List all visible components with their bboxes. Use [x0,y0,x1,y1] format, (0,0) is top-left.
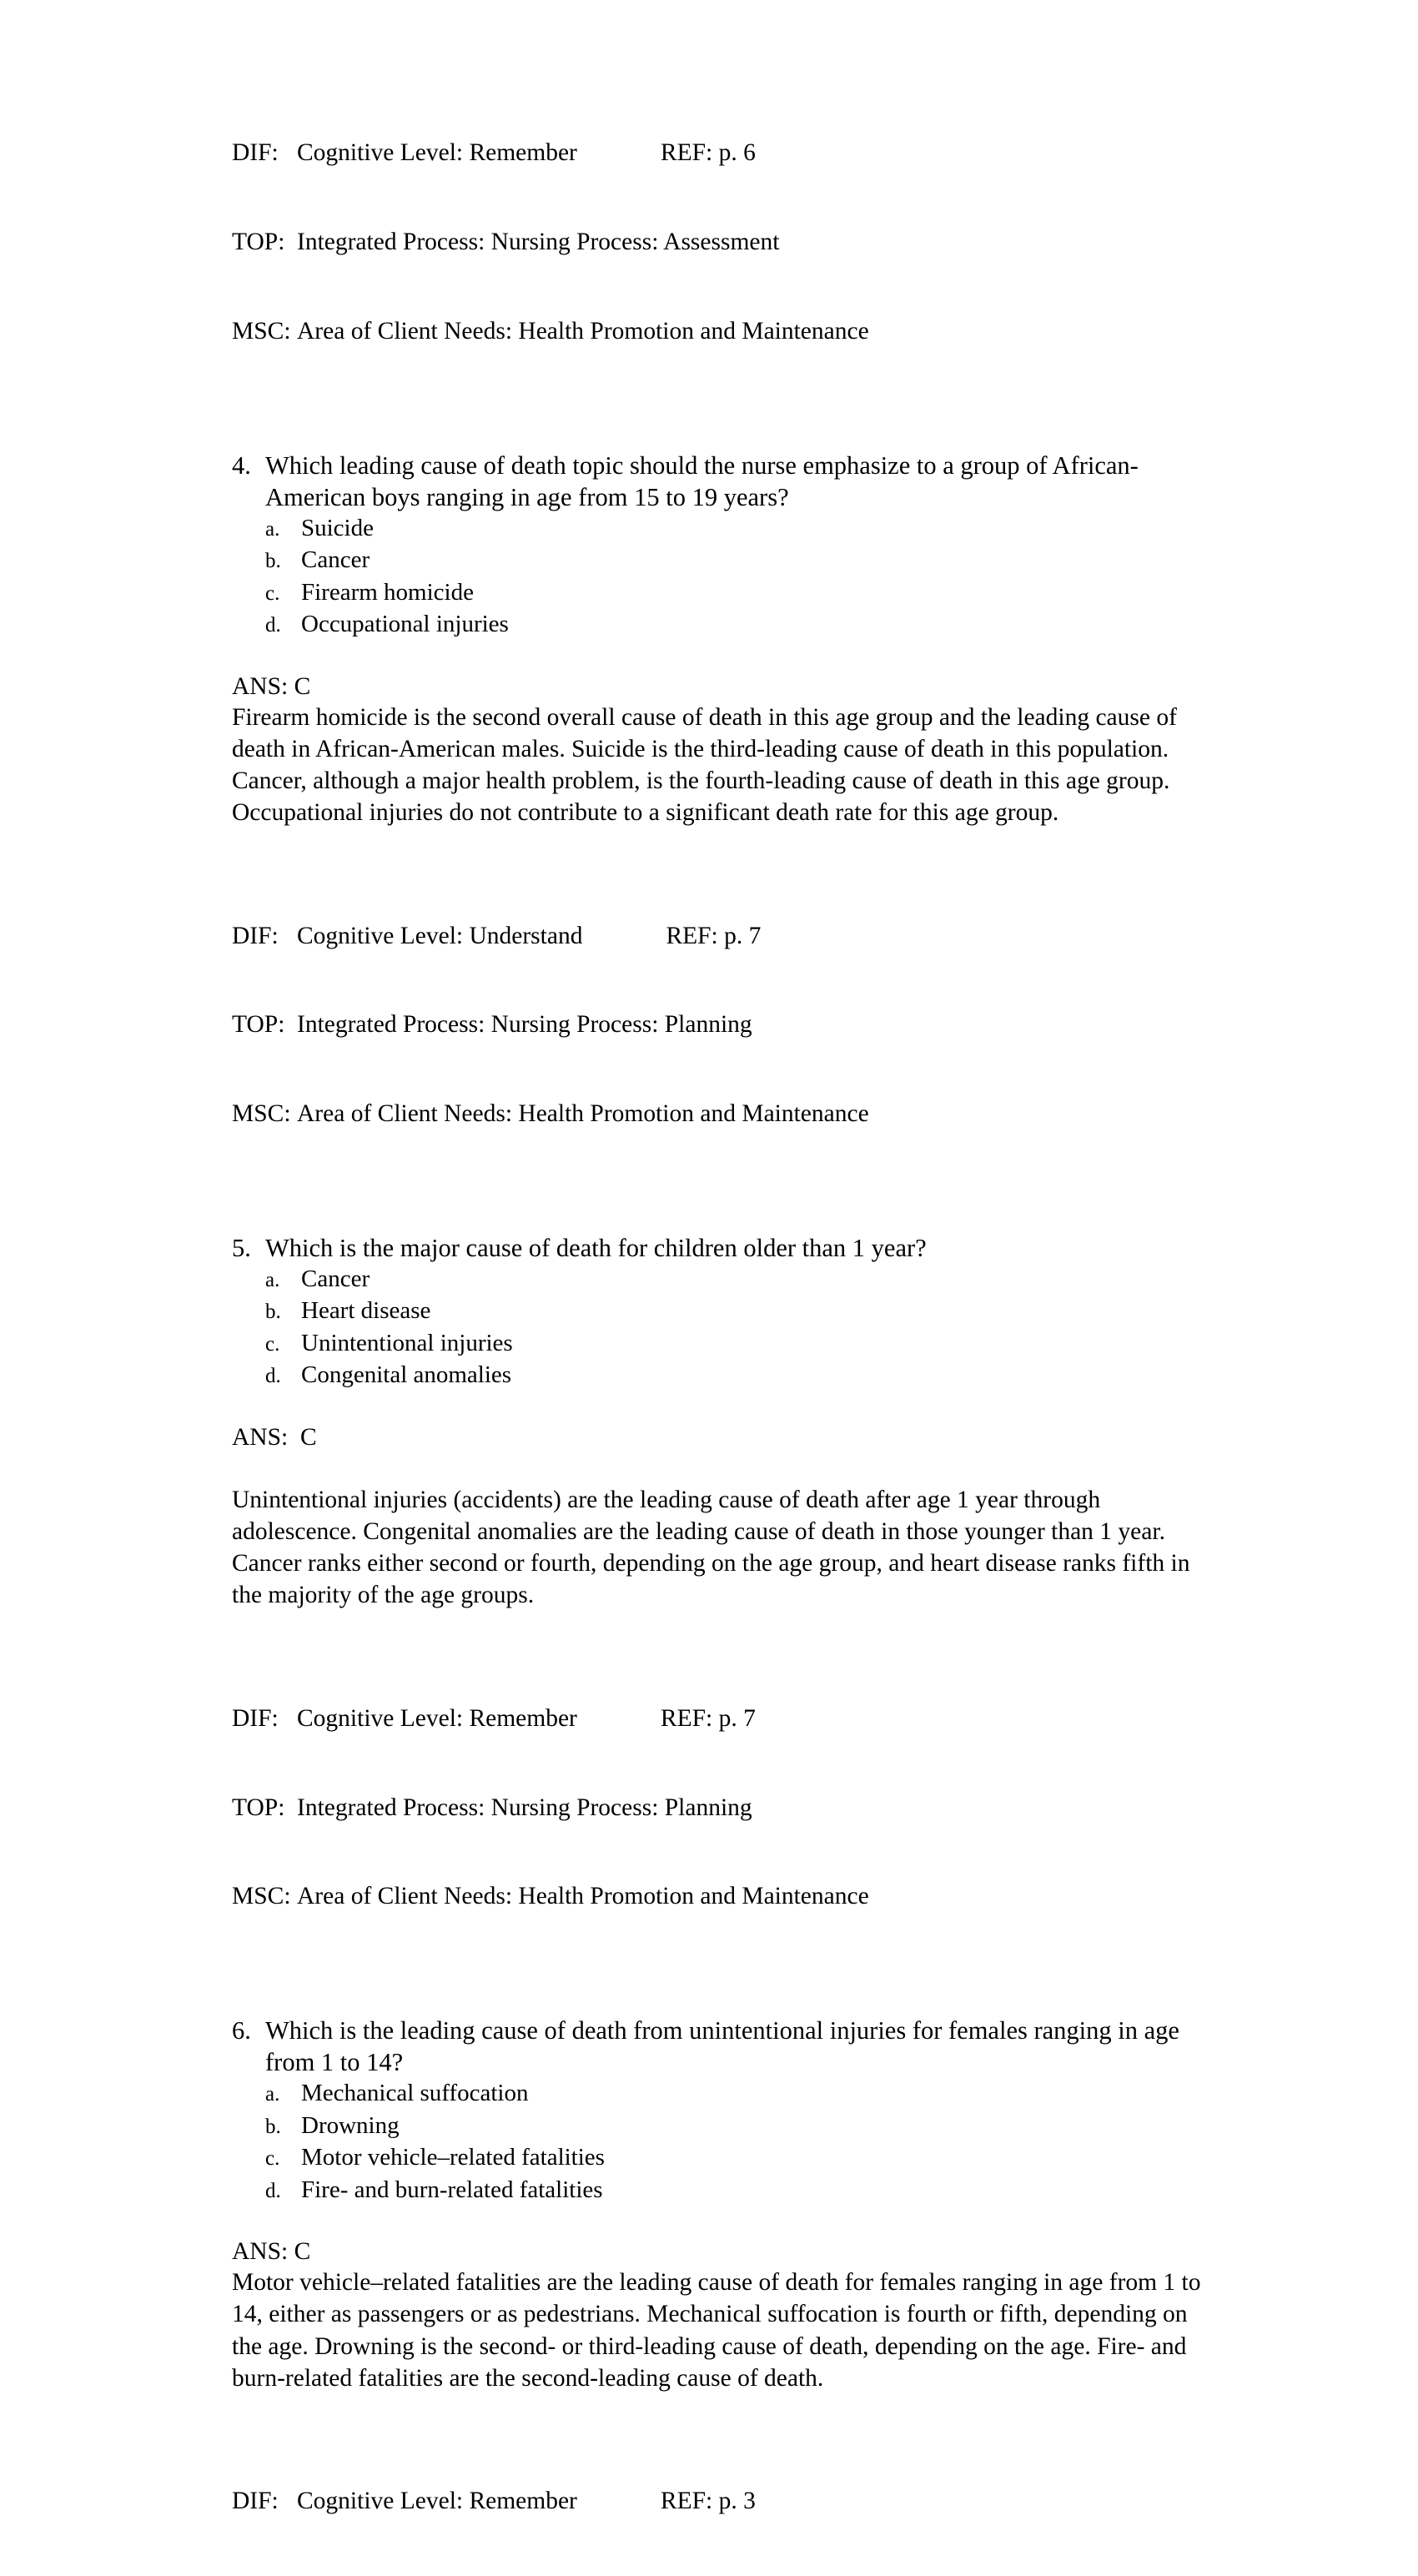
ref-value: REF: p. 7 [660,1704,756,1732]
msc-value: Area of Client Needs: Health Promotion and Maintenance [297,1883,869,1910]
top-value: Integrated Process: Nursing Process: Planning [297,1011,752,1039]
dif-label: DIF: [232,922,279,949]
metadata-line-dif [232,138,1220,169]
option-text: Cancer [301,1265,370,1292]
question-stem-row [232,2015,1220,2078]
option-letter: c. [265,1332,280,1356]
question-stem-row [232,450,1220,513]
question-item [232,2015,1220,2576]
msc-label: MSC: [232,317,291,345]
option-text: Heart disease [301,1297,431,1325]
metadata-line-top [232,1010,1220,1040]
answer-group [232,2236,1220,2394]
answer-option[interactable] [265,2078,1220,2111]
option-text: Mechanical suffocation [301,2080,529,2107]
metadata-block [232,1645,1220,1972]
answer-key-line: ANS: C [232,672,311,700]
question-text: Which is the major cause of death for children older than 1 year? [265,1233,927,1262]
metadata-line-dif [232,1704,1220,1734]
dif-label: DIF: [232,1704,279,1732]
question-number: 6. [232,2016,251,2045]
answer-group [232,672,1220,829]
question-number: 4. [232,450,251,480]
dif-value: Cognitive Level: Remember [297,2488,577,2515]
answer-option[interactable] [265,577,1220,610]
answer-option[interactable] [265,1328,1220,1361]
metadata-block-top [232,79,1220,406]
question-text: Which leading cause of death topic should the nurse emphasize to a group of African-American boys ranging in age from 15 to 19 years? [265,450,1139,511]
answer-option[interactable] [265,513,1220,546]
answer-key-line: ANS: C [232,2238,311,2266]
option-letter: b. [265,1301,281,1324]
answer-option[interactable] [265,1264,1220,1296]
option-text: Firearm homicide [301,578,474,606]
msc-label: MSC: [232,1100,291,1128]
page-content [232,79,1220,2576]
question-item [232,450,1220,1189]
option-letter: c. [265,581,280,605]
rationale-text: Unintentional injuries (accidents) are the leading cause of death after age 1 year through adolescence. Congenital anomalies are the leading cause of death in those younger than 1 year. Cancer ranks either second or fourth, depending on the age group, and heart disease ranks fifth in the majority of the age groups. [232,1486,1190,1609]
answer-options-list [265,1264,1220,1392]
top-value: Integrated Process: Nursing Process: Planning [297,1794,752,1821]
option-text: Congenital anomalies [301,1361,512,1389]
rationale-text: Firearm homicide is the second overall cause of death in this age group and the leading cause of death in African-American males. Suicide is the third-leading cause of death in this population. Cancer, although a major health problem, is the fourth-leading cause of death in this age group. Occupational injuries do not contribute to a significant death rate for this age group. [232,703,1177,827]
option-letter: d. [265,2179,281,2202]
question-stem-row [232,1232,1220,1264]
option-text: Unintentional injuries [301,1329,513,1356]
answer-key-line: ANS: C [232,1423,317,1451]
metadata-line-dif [232,922,1220,952]
option-letter: a. [265,1268,280,1291]
option-text: Drowning [301,2111,400,2139]
metadata-block [232,2428,1220,2576]
top-label: TOP: [232,1794,285,1821]
metadata-block [232,862,1220,1189]
dif-label: DIF: [232,139,279,167]
answer-group [232,1422,1220,1612]
top-label: TOP: [232,228,285,255]
question-number: 5. [232,1233,251,1262]
option-letter: b. [265,550,281,573]
top-value: Integrated Process: Nursing Process: Assessment [297,228,780,255]
option-text: Fire- and burn-related fatalities [301,2176,603,2203]
question-item [232,1232,1220,1971]
option-letter: d. [265,1365,281,1388]
top-label: TOP: [232,1011,285,1039]
metadata-line-msc [232,1099,1220,1130]
option-letter: c. [265,2147,280,2171]
answer-option[interactable] [265,2175,1220,2207]
dif-value: Cognitive Level: Remember [297,139,577,167]
msc-value: Area of Client Needs: Health Promotion and Maintenance [297,1100,869,1128]
answer-option[interactable] [265,2111,1220,2143]
metadata-line-msc [232,317,1220,347]
msc-value: Area of Client Needs: Health Promotion and Maintenance [297,317,869,345]
option-letter: a. [265,517,280,541]
answer-option[interactable] [265,1296,1220,1328]
answer-options-list [265,2078,1220,2206]
option-letter: b. [265,2115,281,2138]
option-text: Suicide [301,514,374,541]
ref-value: REF: p. 7 [666,922,762,949]
option-text: Occupational injuries [301,611,509,638]
answer-option[interactable] [265,1360,1220,1392]
dif-value: Cognitive Level: Understand [297,922,583,949]
metadata-line-top [232,228,1220,258]
answer-option[interactable] [265,545,1220,577]
question-text: Which is the leading cause of death from unintentional injuries for females ranging in age from 1 to 14? [265,2016,1179,2077]
ref-value: REF: p. 3 [660,2488,756,2515]
option-text: Motor vehicle–related fatalities [301,2144,605,2171]
msc-label: MSC: [232,1883,291,1910]
spacer [232,1452,1220,1484]
metadata-line-dif [232,2487,1220,2517]
metadata-line-top [232,1794,1220,1824]
rationale-text: Motor vehicle–related fatalities are the leading cause of death for females ranging in age from 1 to 14, either as passengers or as pedestrians. Mechanical suffocation is fourth or fifth, depending on the age. Drowning is the second- or third-leading cause of death, depending on the age. Fire- and burn-related fatalities are the second-leading cause of death. [232,2269,1201,2392]
metadata-line-msc [232,1882,1220,1912]
dif-label: DIF: [232,2488,279,2515]
option-text: Cancer [301,546,370,574]
ref-value: REF: p. 6 [660,139,756,167]
dif-value: Cognitive Level: Remember [297,1704,577,1732]
option-letter: d. [265,614,281,637]
answer-options-list [265,513,1220,641]
answer-option[interactable] [265,609,1220,641]
answer-option[interactable] [265,2142,1220,2175]
option-letter: a. [265,2083,280,2106]
